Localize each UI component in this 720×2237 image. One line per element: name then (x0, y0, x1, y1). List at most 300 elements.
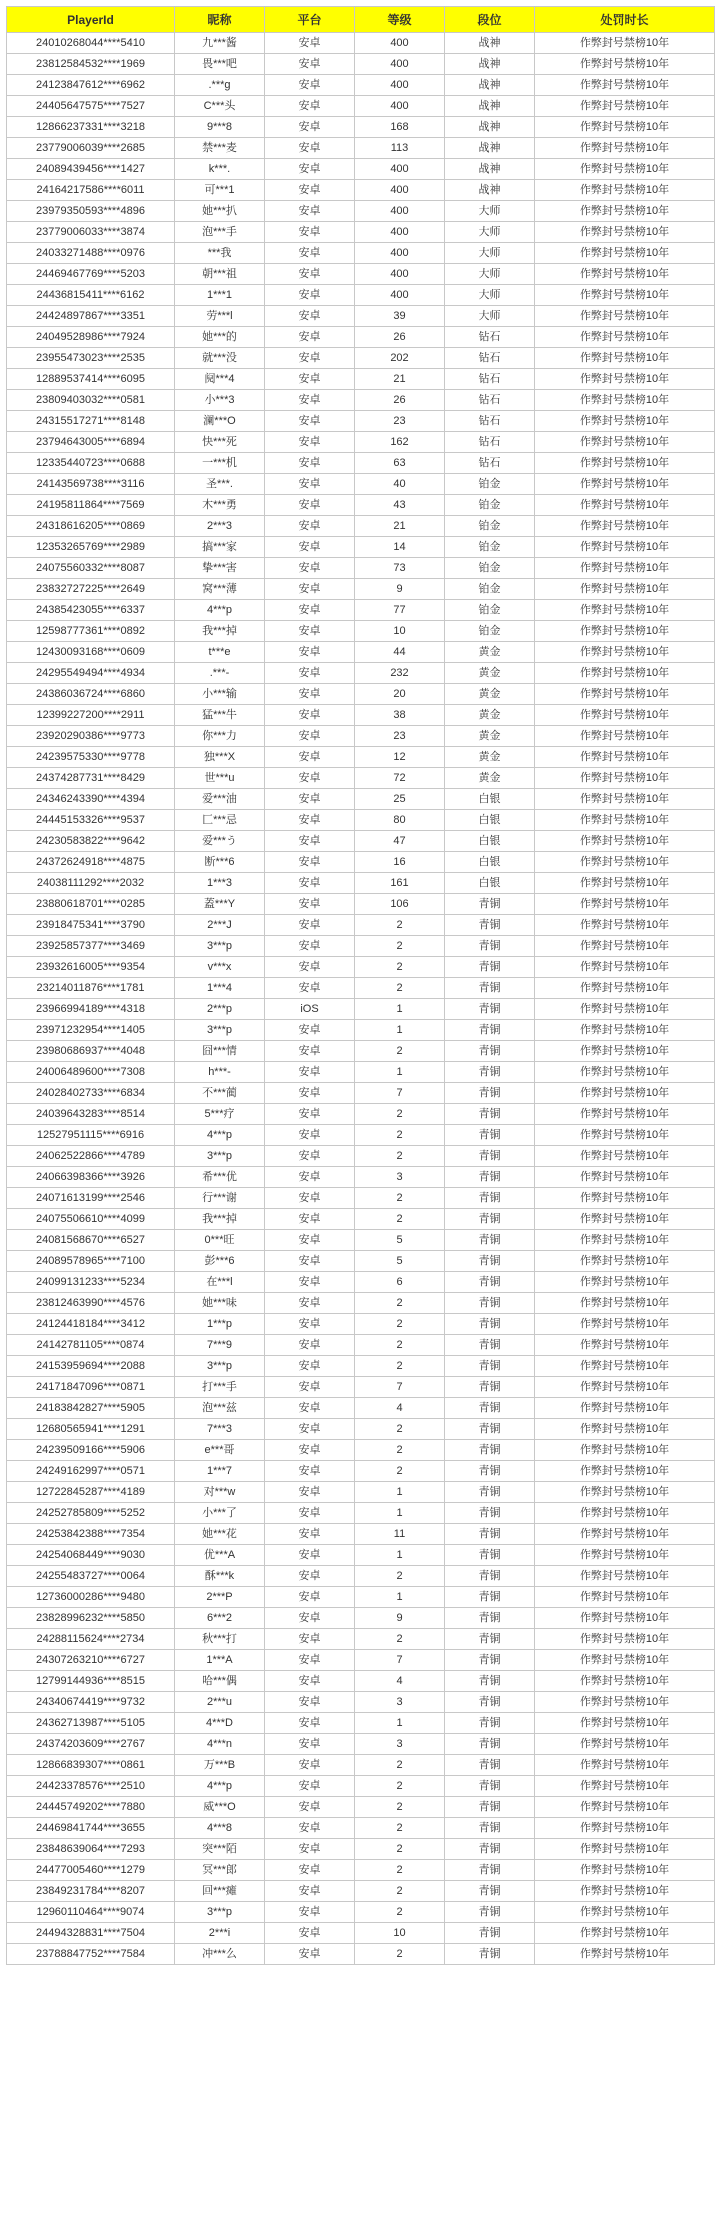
rank-cell: 大师 (445, 201, 535, 222)
platform-cell: 安卓 (265, 1503, 355, 1524)
level-cell: 7 (355, 1650, 445, 1671)
level-cell: 21 (355, 516, 445, 537)
player-id-cell: 12799144936****8515 (7, 1671, 175, 1692)
penalty-cell: 作弊封号禁榜10年 (535, 1482, 715, 1503)
platform-cell: 安卓 (265, 75, 355, 96)
rank-cell: 青铜 (445, 957, 535, 978)
platform-cell: 安卓 (265, 873, 355, 894)
platform-cell: 安卓 (265, 1251, 355, 1272)
nickname-cell: 3***p (175, 1902, 265, 1923)
rank-cell: 青铜 (445, 1293, 535, 1314)
level-cell: 2 (355, 1041, 445, 1062)
nickname-cell: 就***没 (175, 348, 265, 369)
player-id-cell: 24445749202****7880 (7, 1797, 175, 1818)
table-row (7, 1545, 715, 1566)
penalty-cell: 作弊封号禁榜10年 (535, 936, 715, 957)
player-id-cell: 12736000286****9480 (7, 1587, 175, 1608)
table-row (7, 1314, 715, 1335)
table-row (7, 1629, 715, 1650)
rank-cell: 白银 (445, 810, 535, 831)
nickname-cell: 4***8 (175, 1818, 265, 1839)
penalty-cell: 作弊封号禁榜10年 (535, 873, 715, 894)
level-cell: 5 (355, 1230, 445, 1251)
col-header-player-id: PlayerId (7, 7, 175, 33)
level-cell: 2 (355, 1944, 445, 1965)
table-row (7, 1356, 715, 1377)
table-row (7, 537, 715, 558)
level-cell: 202 (355, 348, 445, 369)
platform-cell: 安卓 (265, 495, 355, 516)
penalty-cell: 作弊封号禁榜10年 (535, 705, 715, 726)
rank-cell: 青铜 (445, 1692, 535, 1713)
penalty-cell: 作弊封号禁榜10年 (535, 1587, 715, 1608)
platform-cell: 安卓 (265, 54, 355, 75)
nickname-cell: 酥***k (175, 1566, 265, 1587)
player-id-cell: 24239509166****5906 (7, 1440, 175, 1461)
player-id-cell: 24038111292****2032 (7, 873, 175, 894)
table-row (7, 1797, 715, 1818)
nickname-cell: 禁***麦 (175, 138, 265, 159)
penalty-cell: 作弊封号禁榜10年 (535, 243, 715, 264)
table-row (7, 1209, 715, 1230)
level-cell: 2 (355, 978, 445, 999)
penalty-cell: 作弊封号禁榜10年 (535, 915, 715, 936)
player-id-cell: 24049528986****7924 (7, 327, 175, 348)
level-cell: 7 (355, 1083, 445, 1104)
platform-cell: 安卓 (265, 1818, 355, 1839)
rank-cell: 钻石 (445, 327, 535, 348)
nickname-cell: 快***死 (175, 432, 265, 453)
rank-cell: 青铜 (445, 1083, 535, 1104)
penalty-cell: 作弊封号禁榜10年 (535, 516, 715, 537)
nickname-cell: k***. (175, 159, 265, 180)
platform-cell: 安卓 (265, 264, 355, 285)
nickname-cell: 秋***打 (175, 1629, 265, 1650)
table-row (7, 1188, 715, 1209)
nickname-cell: e***哥 (175, 1440, 265, 1461)
nickname-cell: 独***X (175, 747, 265, 768)
penalty-cell: 作弊封号禁榜10年 (535, 579, 715, 600)
level-cell: 162 (355, 432, 445, 453)
player-id-cell: 12866237331****3218 (7, 117, 175, 138)
table-row (7, 33, 715, 54)
rank-cell: 青铜 (445, 1188, 535, 1209)
platform-cell: 安卓 (265, 1797, 355, 1818)
player-id-cell: 23809403032****0581 (7, 390, 175, 411)
penalty-cell: 作弊封号禁榜10年 (535, 117, 715, 138)
rank-cell: 青铜 (445, 978, 535, 999)
rank-cell: 战神 (445, 180, 535, 201)
table-row (7, 705, 715, 726)
player-id-cell: 24340674419****9732 (7, 1692, 175, 1713)
nickname-cell: 打***手 (175, 1377, 265, 1398)
nickname-cell: 爱***油 (175, 789, 265, 810)
rank-cell: 战神 (445, 159, 535, 180)
nickname-cell: 匚***忌 (175, 810, 265, 831)
penalty-cell: 作弊封号禁榜10年 (535, 789, 715, 810)
player-id-cell: 24089439456****1427 (7, 159, 175, 180)
platform-cell: 安卓 (265, 432, 355, 453)
player-id-cell: 24143569738****3116 (7, 474, 175, 495)
rank-cell: 青铜 (445, 1524, 535, 1545)
rank-cell: 青铜 (445, 1902, 535, 1923)
rank-cell: 青铜 (445, 1503, 535, 1524)
table-row (7, 726, 715, 747)
rank-cell: 铂金 (445, 621, 535, 642)
level-cell: 1 (355, 1020, 445, 1041)
rank-cell: 白银 (445, 831, 535, 852)
penalty-cell: 作弊封号禁榜10年 (535, 222, 715, 243)
player-id-cell: 12430093168****0609 (7, 642, 175, 663)
penalty-cell: 作弊封号禁榜10年 (535, 600, 715, 621)
penalty-cell: 作弊封号禁榜10年 (535, 1419, 715, 1440)
rank-cell: 战神 (445, 96, 535, 117)
penalty-cell: 作弊封号禁榜10年 (535, 1188, 715, 1209)
platform-cell: 安卓 (265, 1461, 355, 1482)
level-cell: 2 (355, 1419, 445, 1440)
rank-cell: 青铜 (445, 1020, 535, 1041)
nickname-cell: 2***P (175, 1587, 265, 1608)
nickname-cell: 0***旺 (175, 1230, 265, 1251)
rank-cell: 青铜 (445, 936, 535, 957)
nickname-cell: 囧***情 (175, 1041, 265, 1062)
table-row (7, 1230, 715, 1251)
table-row (7, 1398, 715, 1419)
rank-cell: 青铜 (445, 1335, 535, 1356)
rank-cell: 青铜 (445, 1482, 535, 1503)
level-cell: 1 (355, 1587, 445, 1608)
platform-cell: 安卓 (265, 579, 355, 600)
penalty-cell: 作弊封号禁榜10年 (535, 327, 715, 348)
penalty-cell: 作弊封号禁榜10年 (535, 453, 715, 474)
penalty-cell: 作弊封号禁榜10年 (535, 831, 715, 852)
platform-cell: iOS (265, 999, 355, 1020)
nickname-cell: t***e (175, 642, 265, 663)
platform-cell: 安卓 (265, 1041, 355, 1062)
rank-cell: 青铜 (445, 1944, 535, 1965)
rank-cell: 青铜 (445, 1839, 535, 1860)
platform-cell: 安卓 (265, 1587, 355, 1608)
platform-cell: 安卓 (265, 915, 355, 936)
platform-cell: 安卓 (265, 306, 355, 327)
level-cell: 2 (355, 1356, 445, 1377)
level-cell: 400 (355, 222, 445, 243)
nickname-cell: 她***的 (175, 327, 265, 348)
platform-cell: 安卓 (265, 1902, 355, 1923)
platform-cell: 安卓 (265, 1167, 355, 1188)
platform-cell: 安卓 (265, 936, 355, 957)
table-row (7, 1650, 715, 1671)
table-row (7, 663, 715, 684)
rank-cell: 青铜 (445, 1713, 535, 1734)
player-id-cell: 23812463990****4576 (7, 1293, 175, 1314)
level-cell: 10 (355, 621, 445, 642)
penalty-cell: 作弊封号禁榜10年 (535, 1776, 715, 1797)
platform-cell: 安卓 (265, 1335, 355, 1356)
table-row (7, 1776, 715, 1797)
nickname-cell: 回***瘫 (175, 1881, 265, 1902)
player-id-cell: 23214011876****1781 (7, 978, 175, 999)
penalty-cell: 作弊封号禁榜10年 (535, 1692, 715, 1713)
level-cell: 39 (355, 306, 445, 327)
platform-cell: 安卓 (265, 1020, 355, 1041)
penalty-cell: 作弊封号禁榜10年 (535, 1923, 715, 1944)
nickname-cell: h***- (175, 1062, 265, 1083)
level-cell: 11 (355, 1524, 445, 1545)
level-cell: 2 (355, 1902, 445, 1923)
level-cell: 2 (355, 1818, 445, 1839)
platform-cell: 安卓 (265, 684, 355, 705)
table-row (7, 327, 715, 348)
rank-cell: 青铜 (445, 1209, 535, 1230)
level-cell: 2 (355, 1440, 445, 1461)
rank-cell: 青铜 (445, 915, 535, 936)
table-row (7, 1881, 715, 1902)
nickname-cell: 窝***薄 (175, 579, 265, 600)
nickname-cell: 对***w (175, 1482, 265, 1503)
table-row (7, 117, 715, 138)
table-row (7, 936, 715, 957)
level-cell: 2 (355, 1188, 445, 1209)
nickname-cell: 她***花 (175, 1524, 265, 1545)
platform-cell: 安卓 (265, 1566, 355, 1587)
level-cell: 14 (355, 537, 445, 558)
level-cell: 400 (355, 243, 445, 264)
rank-cell: 青铜 (445, 894, 535, 915)
rank-cell: 青铜 (445, 1461, 535, 1482)
level-cell: 6 (355, 1272, 445, 1293)
level-cell: 1 (355, 1062, 445, 1083)
player-id-cell: 24239575330****9778 (7, 747, 175, 768)
platform-cell: 安卓 (265, 642, 355, 663)
rank-cell: 青铜 (445, 1125, 535, 1146)
platform-cell: 安卓 (265, 1650, 355, 1671)
nickname-cell: C***头 (175, 96, 265, 117)
player-id-cell: 24249162997****0571 (7, 1461, 175, 1482)
penalty-cell: 作弊封号禁榜10年 (535, 747, 715, 768)
table-row (7, 348, 715, 369)
platform-cell: 安卓 (265, 1398, 355, 1419)
platform-cell: 安卓 (265, 369, 355, 390)
nickname-cell: 泡***兹 (175, 1398, 265, 1419)
rank-cell: 青铜 (445, 1419, 535, 1440)
table-row (7, 54, 715, 75)
player-id-cell: 24183842827****5905 (7, 1398, 175, 1419)
platform-cell: 安卓 (265, 1146, 355, 1167)
table-row (7, 1020, 715, 1041)
nickname-cell: 7***3 (175, 1419, 265, 1440)
platform-cell: 安卓 (265, 1314, 355, 1335)
penalty-cell: 作弊封号禁榜10年 (535, 1209, 715, 1230)
penalty-cell: 作弊封号禁榜10年 (535, 1020, 715, 1041)
nickname-cell: 4***p (175, 1125, 265, 1146)
player-id-cell: 24075506610****4099 (7, 1209, 175, 1230)
col-header-platform: 平台 (265, 7, 355, 33)
player-id-cell: 24374203609****2767 (7, 1734, 175, 1755)
rank-cell: 青铜 (445, 999, 535, 1020)
platform-cell: 安卓 (265, 747, 355, 768)
player-id-cell: 24039643283****8514 (7, 1104, 175, 1125)
level-cell: 5 (355, 1251, 445, 1272)
nickname-cell: 木***勇 (175, 495, 265, 516)
rank-cell: 青铜 (445, 1797, 535, 1818)
table-row (7, 1440, 715, 1461)
platform-cell: 安卓 (265, 411, 355, 432)
nickname-cell: 搞***家 (175, 537, 265, 558)
rank-cell: 白银 (445, 789, 535, 810)
player-id-cell: 24307263210****6727 (7, 1650, 175, 1671)
nickname-cell: 4***p (175, 600, 265, 621)
table-row (7, 621, 715, 642)
rank-cell: 铂金 (445, 495, 535, 516)
penalty-cell: 作弊封号禁榜10年 (535, 474, 715, 495)
platform-cell: 安卓 (265, 138, 355, 159)
nickname-cell: 猛***牛 (175, 705, 265, 726)
table-row (7, 810, 715, 831)
penalty-cell: 作弊封号禁榜10年 (535, 411, 715, 432)
nickname-cell: 你***力 (175, 726, 265, 747)
platform-cell: 安卓 (265, 831, 355, 852)
nickname-cell: 她***味 (175, 1293, 265, 1314)
platform-cell: 安卓 (265, 663, 355, 684)
nickname-cell: 2***u (175, 1692, 265, 1713)
nickname-cell: 小***输 (175, 684, 265, 705)
player-id-cell: 24445153326****9537 (7, 810, 175, 831)
player-id-cell: 24255483727****0064 (7, 1566, 175, 1587)
platform-cell: 安卓 (265, 1629, 355, 1650)
player-id-cell: 23880618701****0285 (7, 894, 175, 915)
nickname-cell: 圣***. (175, 474, 265, 495)
penalty-cell: 作弊封号禁榜10年 (535, 138, 715, 159)
rank-cell: 青铜 (445, 1629, 535, 1650)
platform-cell: 安卓 (265, 621, 355, 642)
player-id-cell: 24374287731****8429 (7, 768, 175, 789)
table-row (7, 1608, 715, 1629)
table-row (7, 978, 715, 999)
nickname-cell: 彭***6 (175, 1251, 265, 1272)
table-row (7, 1125, 715, 1146)
level-cell: 2 (355, 1125, 445, 1146)
penalty-cell: 作弊封号禁榜10年 (535, 1839, 715, 1860)
nickname-cell: 挚***害 (175, 558, 265, 579)
rank-cell: 钻石 (445, 453, 535, 474)
table-row (7, 1146, 715, 1167)
rank-cell: 钻石 (445, 369, 535, 390)
table-row (7, 894, 715, 915)
player-id-cell: 24171847096****0871 (7, 1377, 175, 1398)
nickname-cell: 1***p (175, 1314, 265, 1335)
penalty-cell: 作弊封号禁榜10年 (535, 1461, 715, 1482)
rank-cell: 青铜 (445, 1923, 535, 1944)
rank-cell: 青铜 (445, 1167, 535, 1188)
level-cell: 2 (355, 1335, 445, 1356)
table-row (7, 201, 715, 222)
table-row (7, 1419, 715, 1440)
nickname-cell: .***- (175, 663, 265, 684)
rank-cell: 铂金 (445, 516, 535, 537)
nickname-cell: 阋***4 (175, 369, 265, 390)
player-id-cell: 24099131233****5234 (7, 1272, 175, 1293)
level-cell: 400 (355, 264, 445, 285)
rank-cell: 黄金 (445, 663, 535, 684)
player-id-cell: 24195811864****7569 (7, 495, 175, 516)
nickname-cell: 1***A (175, 1650, 265, 1671)
rank-cell: 钻石 (445, 390, 535, 411)
platform-cell: 安卓 (265, 894, 355, 915)
nickname-cell: 2***i (175, 1923, 265, 1944)
level-cell: 10 (355, 1923, 445, 1944)
table-row (7, 999, 715, 1020)
nickname-cell: 4***D (175, 1713, 265, 1734)
penalty-cell: 作弊封号禁榜10年 (535, 663, 715, 684)
platform-cell: 安卓 (265, 1440, 355, 1461)
nickname-cell: 泡***手 (175, 222, 265, 243)
table-row (7, 369, 715, 390)
platform-cell: 安卓 (265, 243, 355, 264)
rank-cell: 黄金 (445, 684, 535, 705)
nickname-cell: 3***p (175, 1356, 265, 1377)
nickname-cell: 在***l (175, 1272, 265, 1293)
platform-cell: 安卓 (265, 33, 355, 54)
player-id-cell: 12680565941****1291 (7, 1419, 175, 1440)
table-row (7, 831, 715, 852)
player-id-cell: 24315517271****8148 (7, 411, 175, 432)
table-row (7, 915, 715, 936)
penalty-cell: 作弊封号禁榜10年 (535, 642, 715, 663)
penalty-cell: 作弊封号禁榜10年 (535, 1944, 715, 1965)
penalty-cell: 作弊封号禁榜10年 (535, 1167, 715, 1188)
penalty-cell: 作弊封号禁榜10年 (535, 369, 715, 390)
table-row (7, 1104, 715, 1125)
platform-cell: 安卓 (265, 705, 355, 726)
level-cell: 113 (355, 138, 445, 159)
table-row (7, 1923, 715, 1944)
level-cell: 2 (355, 1293, 445, 1314)
table-row (7, 180, 715, 201)
level-cell: 2 (355, 1209, 445, 1230)
player-id-cell: 12335440723****0688 (7, 453, 175, 474)
level-cell: 400 (355, 201, 445, 222)
nickname-cell: v***x (175, 957, 265, 978)
rank-cell: 战神 (445, 117, 535, 138)
level-cell: 72 (355, 768, 445, 789)
nickname-cell: 2***3 (175, 516, 265, 537)
col-header-rank: 段位 (445, 7, 535, 33)
rank-cell: 铂金 (445, 474, 535, 495)
penalty-cell: 作弊封号禁榜10年 (535, 1629, 715, 1650)
rank-cell: 大师 (445, 306, 535, 327)
penalty-cell: 作弊封号禁榜10年 (535, 1755, 715, 1776)
player-id-cell: 24033271488****0976 (7, 243, 175, 264)
rank-cell: 铂金 (445, 537, 535, 558)
nickname-cell: 1***1 (175, 285, 265, 306)
nickname-cell: 优***A (175, 1545, 265, 1566)
platform-cell: 安卓 (265, 1755, 355, 1776)
platform-cell: 安卓 (265, 1692, 355, 1713)
penalty-cell: 作弊封号禁榜10年 (535, 1440, 715, 1461)
nickname-cell: ***我 (175, 243, 265, 264)
table-row (7, 1503, 715, 1524)
rank-cell: 钻石 (445, 432, 535, 453)
player-id-cell: 24385423055****6337 (7, 600, 175, 621)
level-cell: 4 (355, 1671, 445, 1692)
penalty-cell: 作弊封号禁榜10年 (535, 621, 715, 642)
level-cell: 168 (355, 117, 445, 138)
table-row (7, 1272, 715, 1293)
level-cell: 400 (355, 75, 445, 96)
penalty-cell: 作弊封号禁榜10年 (535, 180, 715, 201)
rank-cell: 青铜 (445, 1251, 535, 1272)
